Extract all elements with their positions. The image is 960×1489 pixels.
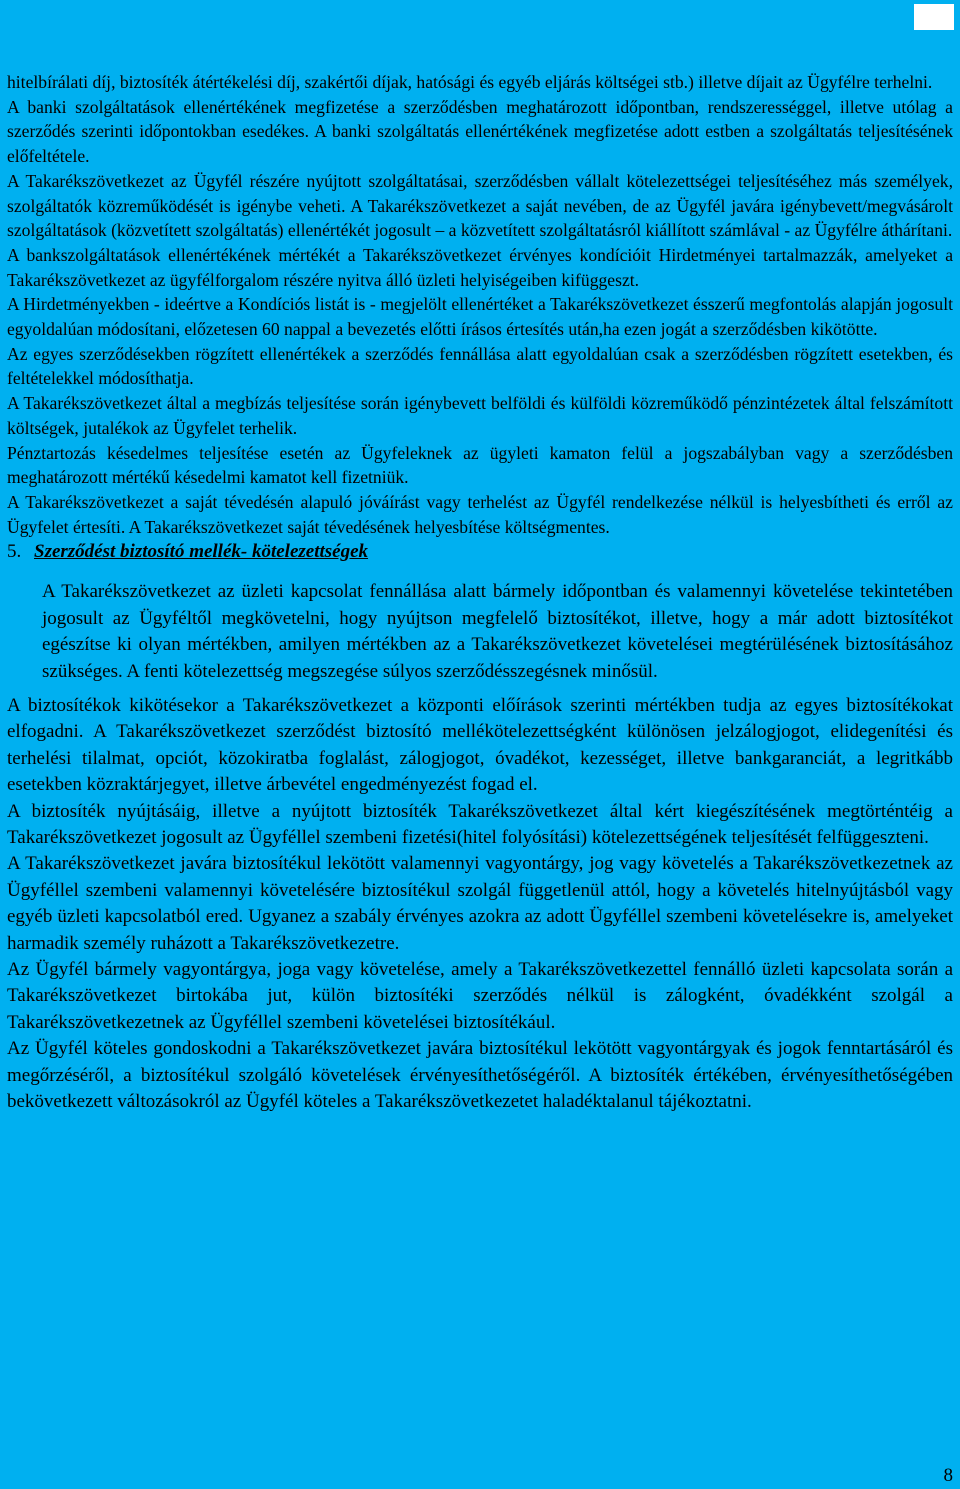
paragraph: Az Ügyfél köteles gondoskodni a Takarékszövetkezet javára biztosítékul lekötött vagyontárgyak és jogok fenntartásáról és megőrzéséről, a biztosítékul szolgáló követelések érvényesíthetőségéről. A biztosíték értékében, érvényesíthetőségében bekövetkezett változásokról az Ügyfél köteles a Takarékszövetkezetet haladéktalanul tájékoztatni. xyxy=(7,1038,953,1113)
paragraph: A biztosítékok kikötésekor a Takarékszövetkezet a központi előírások szerinti mértékben tudja az egyes biztosítékokat elfogadni. A Takarékszövetkezet szerződést biztosító mellékötelezettségként különösen jelzálogjogot, elidegenítési és terhelési tilalmat, opciót, közokiratba foglalást, zálogjogot, óvadékot, kezességet, illetve bankgaranciát, a legritkább esetekben közraktárjegyet, illetve árbevétel engedményezést fogad el. xyxy=(7,694,953,796)
paragraph: Az egyes szerződésekben rögzített ellenértékek a szerződés fennállása alatt egyoldalúan csak a szerződésben rögzített esetekben, és feltételekkel módosíthatja. xyxy=(7,343,953,389)
indented-block xyxy=(42,579,953,685)
paragraph: A Takarékszövetkezet az üzleti kapcsolat fennállása alatt bármely időpontban és valamennyi követelése tekintetében jogosult az Ügyféltől megkövetelni, hogy nyújtson megfelelő biztosítékot, illetve, hogy a már adott biztosítékot egészítse ki olyan mértékben, amilyen mértékben az a Takarékszövetkezet követelései megtérülésének biztosításához szükséges. A fenti kötelezettség megszegése súlyos szerződésszegésnek minősül. xyxy=(42,581,953,682)
paragraph: A Takarékszövetkezet által a megbízás teljesítése során igénybevett belföldi és külföldi közreműködő pénzintézetek által felszámított költségek, jutalékok az Ügyfelet terhelik. xyxy=(7,393,953,438)
corner-box xyxy=(914,4,954,30)
section-title: Szerződést biztosító mellék- kötelezettségek xyxy=(34,541,369,563)
paragraph: hitelbírálati díj, biztosíték átértékelési díj, szakértői díjak, hatósági és egyéb eljárás költségei stb.) illetve díjait az Ügyfélre terhelni. xyxy=(7,72,933,92)
paragraph: A banki szolgáltatások ellenértékének megfizetése a szerződésben meghatározott időpontban, rendszerességgel, illetve utólag a szerződés szerinti időpontokban esedékes. A banki szolgáltatás ellenértékének megfizetése adott estben a szolgáltatás teljesítésének előfeltétele. xyxy=(7,96,953,167)
section-fees xyxy=(7,70,953,539)
paragraph: A Takarékszövetkezet az Ügyfél részére nyújtott szolgáltatásai, szerződésben vállalt kötelezettségei teljesítéséhez más személyek, szolgáltatók közreműködését is igénybe veheti. A Takarékszövetkezet a saját nevében, de az Ügyfél javára igénybevett/megvásárolt szolgáltatások (közvetített szolgáltatás) ellenértékét jogosult – a közvetített szolgáltatásról kiállított számlával - az Ügyfélre áthárítani. xyxy=(7,170,953,241)
section-number: 5. xyxy=(7,541,22,563)
paragraph: A bankszolgáltatások ellenértékének mértékét a Takarékszövetkezet érvényes kondícióit Hirdetményei tartalmazzák, amelyeket a Takarékszövetkezet az ügyfélforgalom részére nyitva álló üzleti helyiségeiben kifüggeszt. xyxy=(7,244,953,290)
paragraph: A Takarékszövetkezet a saját tévedésén alapuló jóváírást vagy terhelést az Ügyfél rendelkezése nélkül is helyesbítheti és erről az Ügyfelet értesíti. A Takarékszövetkezet saját tévedésének helyesbítése költségmentes. xyxy=(7,491,953,537)
paragraph: A Hirdetményekben - ideértve a Kondíciós listát is - megjelölt ellenértéket a Takarékszövetkezet ésszerű megfontolás alapján jogosult egyoldalúan módosítani, előzetesen 60 nappal a bevezetés előtti írásos értesítés után,ha ezen jogát a szerződésben kikötötte. xyxy=(7,294,953,340)
paragraph: Az Ügyfél bármely vagyontárgya, joga vagy követelése, amely a Takarékszövetkezettel fennálló üzleti kapcsolata során a Takarékszövetkezet birtokába jut, külön biztosítéki szerződés nélkül is zálogként, óvadékként szolgál a Takarékszövetkezetnek az Ügyféllel szembeni követelései biztosítékául. xyxy=(7,959,953,1033)
page-number: 8 xyxy=(943,1465,953,1486)
paragraph: A Takarékszövetkezet javára biztosítékul lekötött valamennyi vagyontárgy, jog vagy követelés a Takarékszövetkezetnek az Ügyféllel szembeni valamennyi követelésére biztosítékul szolgál függetlenül attól, hogy a követelés hitelnyújtásból vagy egyéb üzleti kapcsolatból ered. Ugyanez a szabály érvényes azokra az adott Ügyféllel szembeni követelésekre is, amelyeket harmadik személy ruházott a Takarékszövetkezetre. xyxy=(7,853,953,954)
document-page xyxy=(7,70,953,1115)
section-collateral xyxy=(7,693,953,1116)
paragraph: Pénztartozás késedelmes teljesítése esetén az Ügyfeleknek az ügyleti kamaton felül a jogszabályban vagy a szerződésben meghatározott mértékű késedelmi kamatot kell fizetniük. xyxy=(7,442,953,488)
paragraph: A biztosíték nyújtásáig, illetve a nyújtott biztosíték Takarékszövetkezet által kért kiegészítésének megtörténtéig a Takarékszövetkezet jogosult az Ügyféllel szembeni fizetési(hitel folyósítási) kötelezettségének teljesítését felfüggeszteni. xyxy=(7,800,953,849)
section-heading xyxy=(7,540,953,564)
